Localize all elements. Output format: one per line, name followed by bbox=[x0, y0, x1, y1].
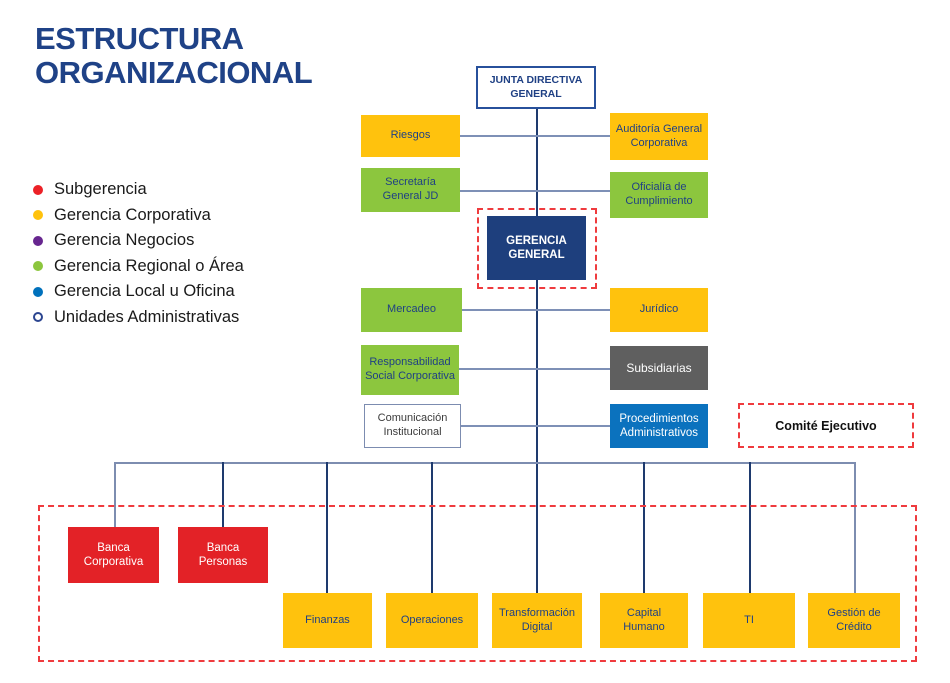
node-label: Transformación Digital bbox=[498, 606, 575, 633]
node-banca-corporativa bbox=[68, 527, 159, 583]
node-label: Responsabilidad Social Corporativa bbox=[365, 356, 455, 382]
node-label: Jurídico bbox=[639, 303, 679, 316]
legend-item-label: Gerencia Corporativa bbox=[54, 205, 211, 224]
legend-dot bbox=[33, 210, 43, 220]
legend-item-label: Gerencia Local u Oficina bbox=[54, 282, 235, 301]
legend-dot bbox=[33, 185, 43, 195]
node-label: Riesgos bbox=[390, 129, 431, 142]
node-label: Auditoría General Corporativa bbox=[615, 122, 703, 149]
connector-distributor bbox=[114, 462, 856, 464]
connector-row-riesgos-auditoria bbox=[460, 135, 610, 137]
node-juridico bbox=[610, 288, 708, 332]
node-comite-ejecutivo bbox=[738, 403, 914, 448]
node-mercadeo bbox=[361, 288, 462, 332]
node-label: GERENCIA GENERAL bbox=[506, 234, 567, 261]
node-label: Operaciones bbox=[400, 613, 464, 626]
node-label: Banca Personas bbox=[198, 541, 248, 568]
node-label: Procedimientos Administrativos bbox=[619, 412, 699, 439]
node-responsabilidad-social bbox=[361, 345, 459, 395]
node-gestion-credito bbox=[808, 593, 900, 648]
page-title-line2: ORGANIZACIONAL bbox=[35, 55, 313, 91]
node-label: JUNTA DIRECTIVA GENERAL bbox=[489, 74, 583, 100]
node-riesgos bbox=[361, 115, 460, 157]
node-auditoria-general bbox=[610, 113, 708, 160]
legend-dot bbox=[33, 261, 43, 271]
node-oficialia-cumplimiento bbox=[610, 172, 708, 218]
node-label: Secretaría General JD bbox=[382, 176, 439, 202]
legend-item-gerencia-local bbox=[33, 281, 244, 302]
node-label: Comunicación Institucional bbox=[377, 412, 448, 438]
node-subsidiarias bbox=[610, 346, 708, 390]
legend-item-gerencia-corporativa bbox=[33, 205, 244, 226]
node-label: Mercadeo bbox=[387, 303, 436, 316]
legend-item-label: Gerencia Negocios bbox=[54, 231, 195, 250]
node-label: Capital Humano bbox=[623, 606, 665, 633]
legend-dot bbox=[33, 236, 43, 246]
node-comunicacion-institucional bbox=[364, 404, 461, 448]
node-label: Subsidiarias bbox=[626, 360, 692, 375]
legend-item-label: Unidades Administrativas bbox=[54, 307, 240, 326]
node-finanzas bbox=[283, 593, 372, 648]
legend-item-label: Subgerencia bbox=[54, 180, 147, 198]
page-title bbox=[35, 22, 312, 90]
node-gerencia-general bbox=[487, 216, 586, 280]
node-label: Gestión de Crédito bbox=[827, 606, 881, 633]
node-label: Comité Ejecutivo bbox=[775, 418, 877, 433]
legend-item-unidades-administrativas bbox=[33, 307, 244, 328]
legend-dot bbox=[33, 312, 43, 322]
connector-row-mercadeo-juridico bbox=[462, 309, 610, 311]
legend-item-gerencia-regional bbox=[33, 256, 244, 277]
node-label: Finanzas bbox=[305, 613, 350, 626]
legend-item-gerencia-negocios bbox=[33, 230, 244, 251]
page-title-line1: ESTRUCTURA bbox=[35, 21, 244, 56]
connector-row-comunicacion-procedimientos bbox=[461, 425, 610, 427]
legend bbox=[33, 179, 244, 333]
node-transformacion-digital bbox=[492, 593, 582, 648]
node-banca-personas bbox=[178, 527, 268, 583]
node-operaciones bbox=[386, 593, 478, 648]
legend-item-subgerencia bbox=[33, 179, 244, 200]
legend-dot bbox=[33, 287, 43, 297]
node-ti bbox=[703, 593, 795, 648]
node-label: Oficialía de Cumplimiento bbox=[625, 181, 693, 207]
node-label: Banca Corporativa bbox=[83, 541, 144, 568]
node-procedimientos-administrativos bbox=[610, 404, 708, 448]
node-label: TI bbox=[744, 613, 754, 626]
legend-item-label: Gerencia Regional o Área bbox=[54, 256, 244, 275]
connector-row-secretaria-oficialia bbox=[460, 190, 610, 192]
connector-row-rsc-subsidiarias bbox=[459, 368, 610, 370]
node-capital-humano bbox=[600, 593, 688, 648]
node-junta-directiva bbox=[476, 66, 596, 109]
node-secretaria-general bbox=[361, 168, 460, 212]
